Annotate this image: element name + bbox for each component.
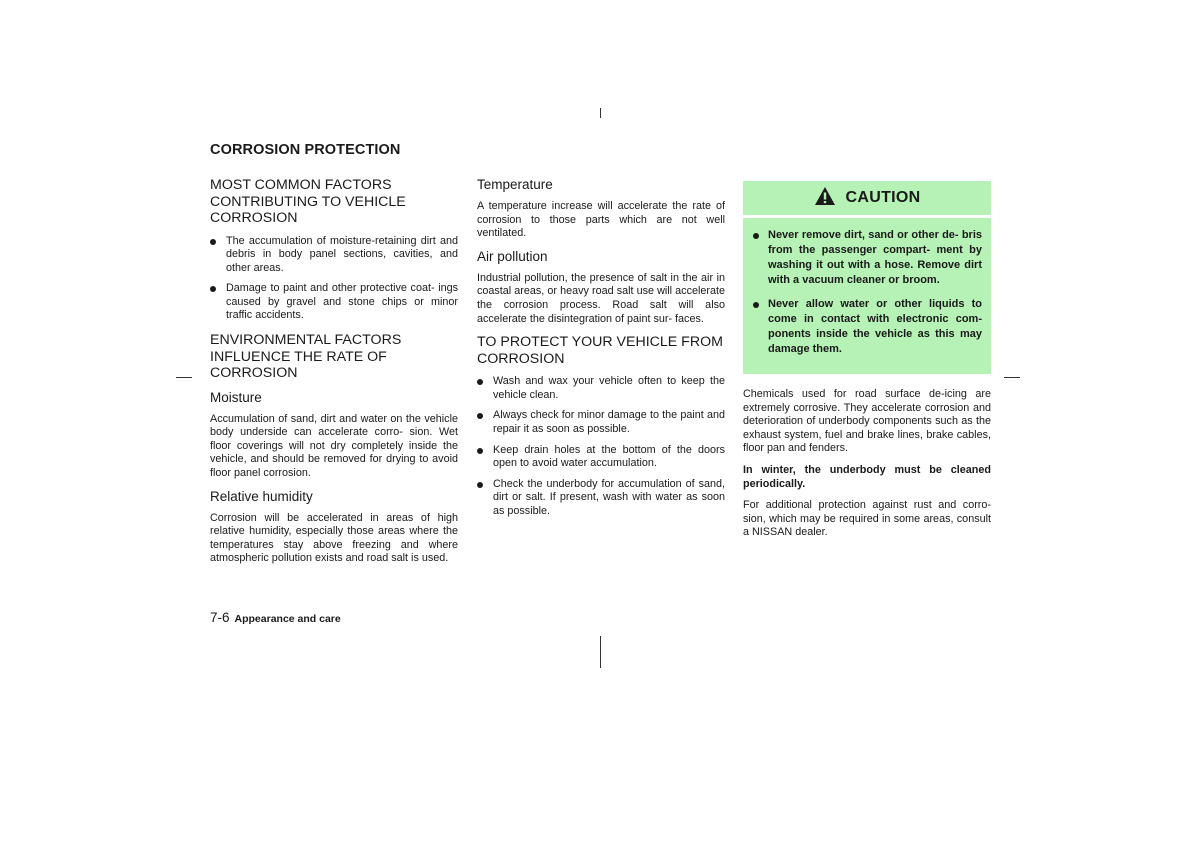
page-footer — [210, 610, 341, 625]
list-item: The accumulation of moisture-retaining dirt and debris in body panel sections, cavities, and other areas. — [210, 235, 458, 276]
caution-box — [743, 181, 991, 374]
protect-list — [477, 375, 725, 518]
crop-mark-left — [176, 377, 192, 378]
page-number: 7-6 — [210, 610, 230, 625]
heading-temperature: Temperature — [477, 177, 553, 192]
column-left — [210, 177, 458, 574]
heading-environmental-factors: ENVIRONMENTAL FACTORS INFLUENCE THE RATE OF CORROSION — [210, 332, 402, 382]
chapter-title: Appearance and care — [234, 613, 341, 625]
list-item: Check the underbody for accumulation of sand, dirt or salt. If present, wash with water as soon as possible. — [477, 478, 725, 519]
crop-mark-right — [1004, 377, 1020, 378]
chemicals-text: Chemicals used for road surface de-icing are extremely corrosive. They accelerate corrosion and deterioration of underbody components such as the exhaust system, fuel and brake lines, brake cables, floor pan and fenders. — [743, 388, 991, 455]
list-item: Wash and wax your vehicle often to keep the vehicle clean. — [477, 375, 725, 402]
list-item: Always check for minor damage to the paint and repair it as soon as possible. — [477, 409, 725, 436]
list-item: Never allow water or other liquids to come in contact with electronic com- ponents inside the vehicle as this may damage them. — [753, 297, 982, 357]
caution-list — [743, 218, 991, 357]
heading-relative-humidity: Relative humidity — [210, 488, 313, 504]
heading-protect-vehicle: TO PROTECT YOUR VEHICLE FROM CORROSION — [477, 334, 723, 367]
caution-title: CAUTION — [845, 189, 921, 206]
humidity-text: Corrosion will be accelerated in areas of high relative humidity, especially those areas where the temperatures stay above freezing and where atmospheric pollution exists and road salt is used. — [210, 511, 458, 565]
list-item: Damage to paint and other protective coat- ings caused by gravel and stone chips or minor traffic accidents. — [210, 282, 458, 323]
section-title: CORROSION PROTECTION — [210, 142, 401, 158]
bullet-icon — [753, 302, 759, 308]
winter-note: In winter, the underbody must be cleaned periodically. — [743, 463, 991, 490]
bullet-icon — [477, 413, 483, 419]
column-middle — [477, 177, 725, 528]
bullet-icon — [477, 379, 483, 385]
list-item: Keep drain holes at the bottom of the doors open to avoid water accumulation. — [477, 444, 725, 471]
bullet-icon — [477, 482, 483, 488]
additional-protection-text: For additional protection against rust and corro- sion, which may be required in some areas, consult a NISSAN dealer. — [743, 499, 991, 539]
crop-mark-bottom — [600, 636, 601, 668]
crop-mark-top — [600, 108, 601, 118]
list-item: Never remove dirt, sand or other de- bris from the passenger compart- ment by washing it out with a hose. Remove dirt with a vacuum cleaner or broom. — [753, 228, 982, 288]
heading-moisture: Moisture — [210, 389, 262, 405]
temperature-text: A temperature increase will accelerate the rate of corrosion to those parts which are not well ventilated. — [477, 200, 725, 240]
pollution-text: Industrial pollution, the presence of salt in the air in coastal areas, or heavy road salt use will accelerate the corrosion process. Road salt will also accelerate the disintegration of paint sur- faces. — [477, 271, 725, 325]
heading-air-pollution: Air pollution — [477, 248, 548, 264]
bullet-icon — [753, 233, 759, 239]
heading-common-factors: MOST COMMON FACTORS CONTRIBUTING TO VEHICLE CORROSION — [210, 177, 406, 226]
moisture-text: Accumulation of sand, dirt and water on the vehicle body underside can accelerate corro- sion. Wet floor coverings will not dry completely inside the vehicle, and should be removed for drying to avoid floor panel corrosion. — [210, 412, 458, 479]
warning-triangle-icon — [814, 186, 836, 211]
column-right — [743, 177, 991, 548]
bullet-icon — [210, 239, 216, 245]
caution-header — [743, 181, 991, 218]
factors-list — [210, 235, 458, 324]
bullet-icon — [477, 448, 483, 454]
bullet-icon — [210, 286, 216, 292]
